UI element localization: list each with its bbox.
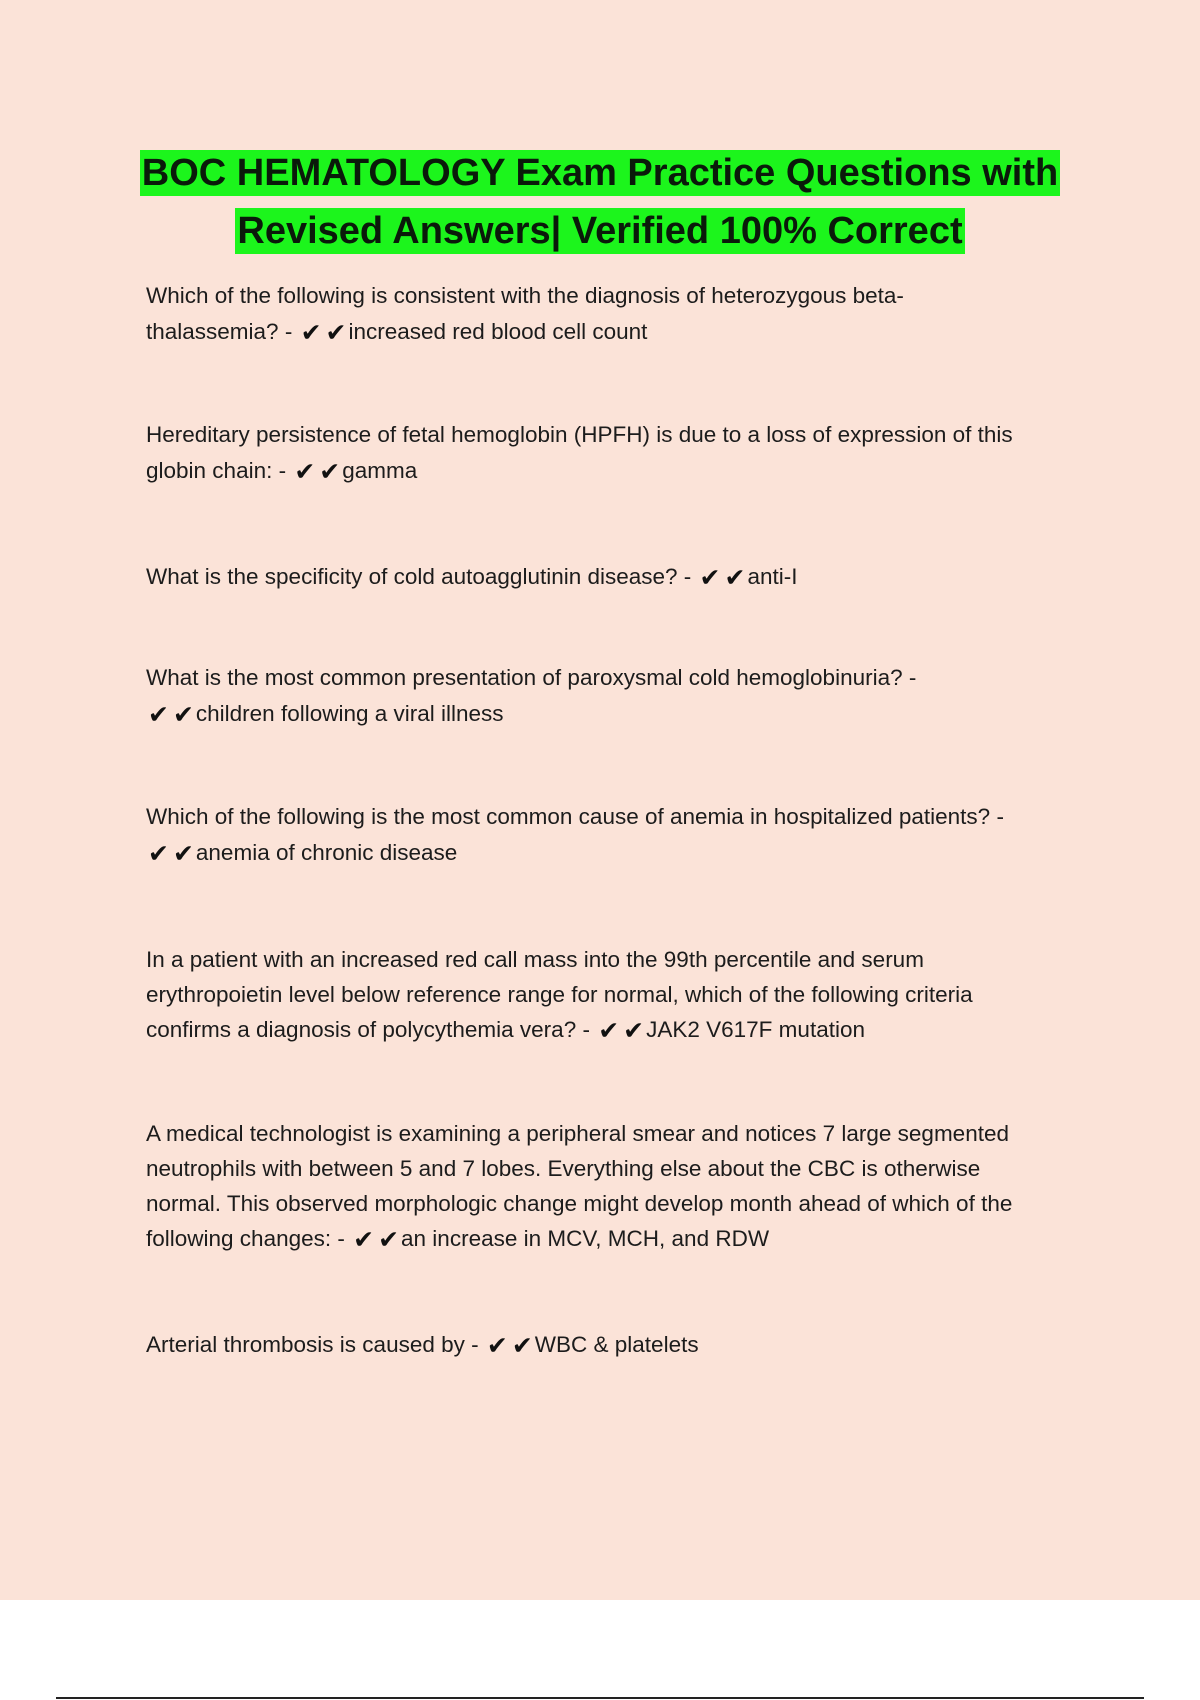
answer-text: JAK2 V617F mutation: [646, 1017, 865, 1042]
check-icon: ✔: [172, 839, 194, 868]
answer-text: gamma: [342, 458, 418, 483]
check-icon: ✔: [325, 318, 347, 347]
check-icon: ✔: [699, 563, 721, 592]
check-icon: ✔: [623, 1016, 645, 1045]
check-icon: ✔: [172, 700, 194, 729]
question-line: In a patient with an increased red call mass into the 99th percentile and serum: [146, 947, 924, 972]
question-line: globin chain: -: [146, 458, 293, 483]
question-line: neutrophils with between 5 and 7 lobes. Everything else about the CBC is otherwise: [146, 1156, 981, 1181]
answer-text: an increase in MCV, MCH, and RDW: [401, 1226, 770, 1251]
question-line: confirms a diagnosis of polycythemia vera? -: [146, 1017, 597, 1042]
qa-item-1: [146, 278, 1086, 350]
question-line: thalassemia? -: [146, 319, 299, 344]
check-icon: ✔: [378, 1225, 400, 1254]
question-line: following changes: -: [146, 1226, 352, 1251]
check-icon: ✔: [511, 1331, 533, 1360]
title-line-2: Revised Answers| Verified 100% Correct: [237, 210, 963, 252]
question-line: Hereditary persistence of fetal hemoglobin (HPFH) is due to a loss of expression of this: [146, 422, 1013, 447]
check-icon: ✔: [300, 318, 322, 347]
question-line: normal. This observed morphologic change might develop month ahead of which of the: [146, 1191, 1013, 1216]
qa-item-4: [146, 660, 1086, 732]
question-line: Which of the following is consistent with the diagnosis of heterozygous beta-: [146, 283, 904, 308]
answer-text: anti-I: [747, 564, 798, 589]
question-line: Which of the following is the most common cause of anemia in hospitalized patients? -: [146, 804, 1004, 829]
qa-item-7: [146, 1116, 1086, 1256]
question-line: Arterial thrombosis is caused by -: [146, 1332, 485, 1357]
check-icon: ✔: [319, 457, 341, 486]
document-title: [0, 144, 1200, 260]
answer-text: WBC & platelets: [534, 1332, 699, 1357]
check-icon: ✔: [598, 1016, 620, 1045]
qa-item-3: [146, 559, 1086, 595]
answer-text: children following a viral illness: [195, 701, 504, 726]
question-line: What is the specificity of cold autoagglutinin disease? -: [146, 564, 698, 589]
answer-text: increased red blood cell count: [348, 319, 648, 344]
check-icon: ✔: [294, 457, 316, 486]
question-line: A medical technologist is examining a peripheral smear and notices 7 large segmented: [146, 1121, 1009, 1146]
check-icon: ✔: [724, 563, 746, 592]
check-icon: ✔: [486, 1331, 508, 1360]
check-icon: ✔: [148, 839, 169, 868]
question-line: erythropoietin level below reference range for normal, which of the following criteria: [146, 982, 973, 1007]
question-line: What is the most common presentation of paroxysmal cold hemoglobinuria? -: [146, 665, 917, 690]
qa-item-5: [146, 799, 1086, 871]
check-icon: ✔: [148, 700, 169, 729]
qa-item-6: [146, 942, 1086, 1047]
answer-text: anemia of chronic disease: [195, 840, 458, 865]
title-line-1: BOC HEMATOLOGY Exam Practice Questions with: [141, 152, 1059, 194]
footer-divider: [56, 1697, 1144, 1699]
qa-item-2: [146, 417, 1086, 489]
qa-item-8: [146, 1327, 1086, 1363]
check-icon: ✔: [353, 1225, 375, 1254]
